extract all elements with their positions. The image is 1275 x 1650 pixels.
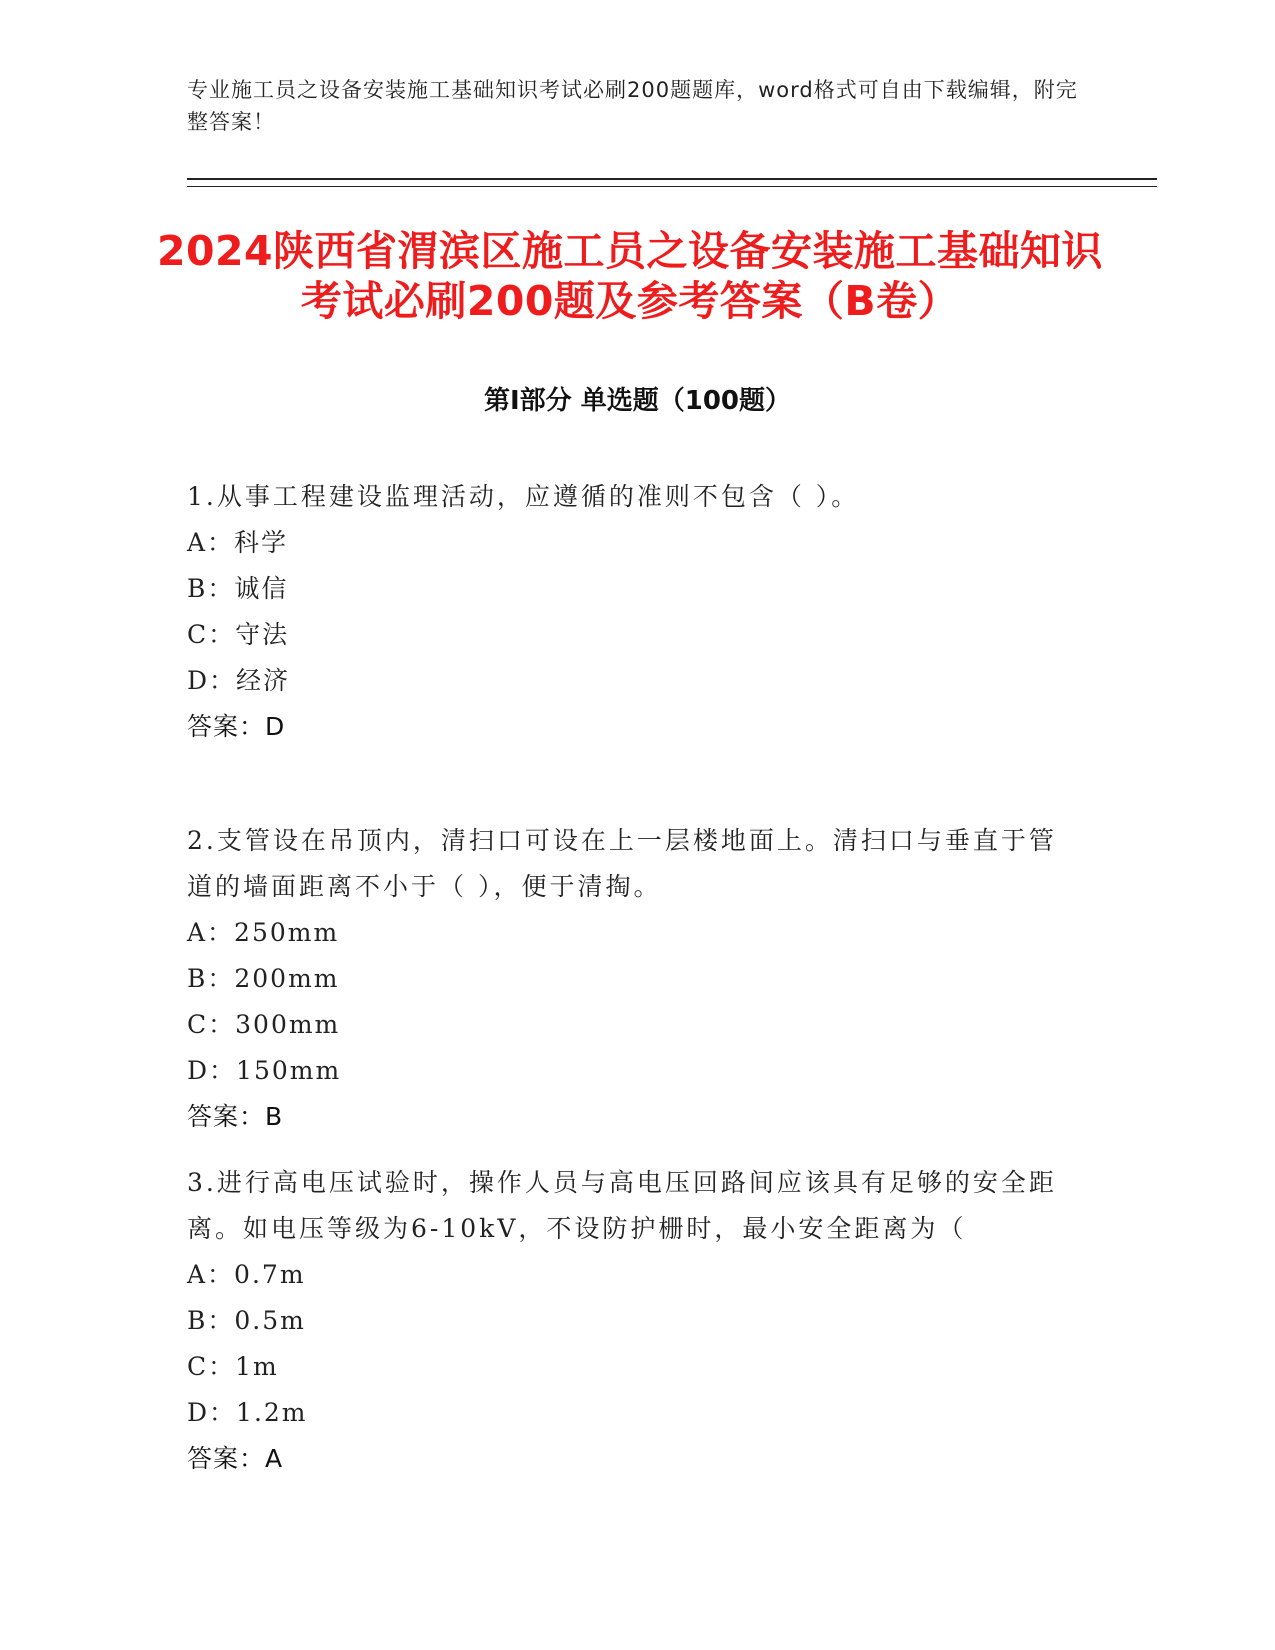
question-stem: 3.进行高电压试验时，操作人员与高电压回路间应该具有足够的安全距离。如电压等级为6-10kV，不设防护栅时，最小安全距离为（ [187, 1168, 1057, 1243]
answer: 答案：D [187, 712, 286, 741]
option-a: A：科学 [187, 528, 289, 557]
question-1 [187, 474, 1067, 750]
question-3 [187, 1160, 1067, 1482]
question-stem: 1.从事工程建设监理活动，应遵循的准则不包含（ ）。 [187, 482, 860, 511]
option-d: D：经济 [187, 666, 291, 695]
option-a: A：0.7m [187, 1260, 306, 1289]
option-b: B：200mm [187, 964, 340, 993]
question-stem: 2.支管设在吊顶内，清扫口可设在上一层楼地面上。清扫口与垂直于管道的墙面距离不小于（ ），便于清掏。 [187, 826, 1057, 901]
option-b: B：0.5m [187, 1306, 306, 1335]
document-title: 2024陕西省渭滨区施工员之设备安装施工基础知识考试必刷200题及参考答案（B卷） [156, 227, 1104, 325]
header-note: 专业施工员之设备安装施工基础知识考试必刷200题题库，word格式可自由下载编辑，附完整答案！ [187, 78, 1078, 134]
header-divider [187, 178, 1157, 187]
option-c: C：守法 [187, 620, 290, 649]
answer: 答案：A [187, 1444, 284, 1473]
question-2 [187, 818, 1067, 1140]
option-c: C：1m [187, 1352, 279, 1381]
option-b: B：诚信 [187, 574, 289, 603]
option-d: D：150mm [187, 1056, 342, 1085]
option-a: A：250mm [187, 918, 340, 947]
section-heading: 第Ⅰ部分 单选题（100题） [484, 386, 791, 416]
option-d: D：1.2m [187, 1398, 308, 1427]
answer: 答案：B [187, 1102, 284, 1131]
option-c: C：300mm [187, 1010, 341, 1039]
